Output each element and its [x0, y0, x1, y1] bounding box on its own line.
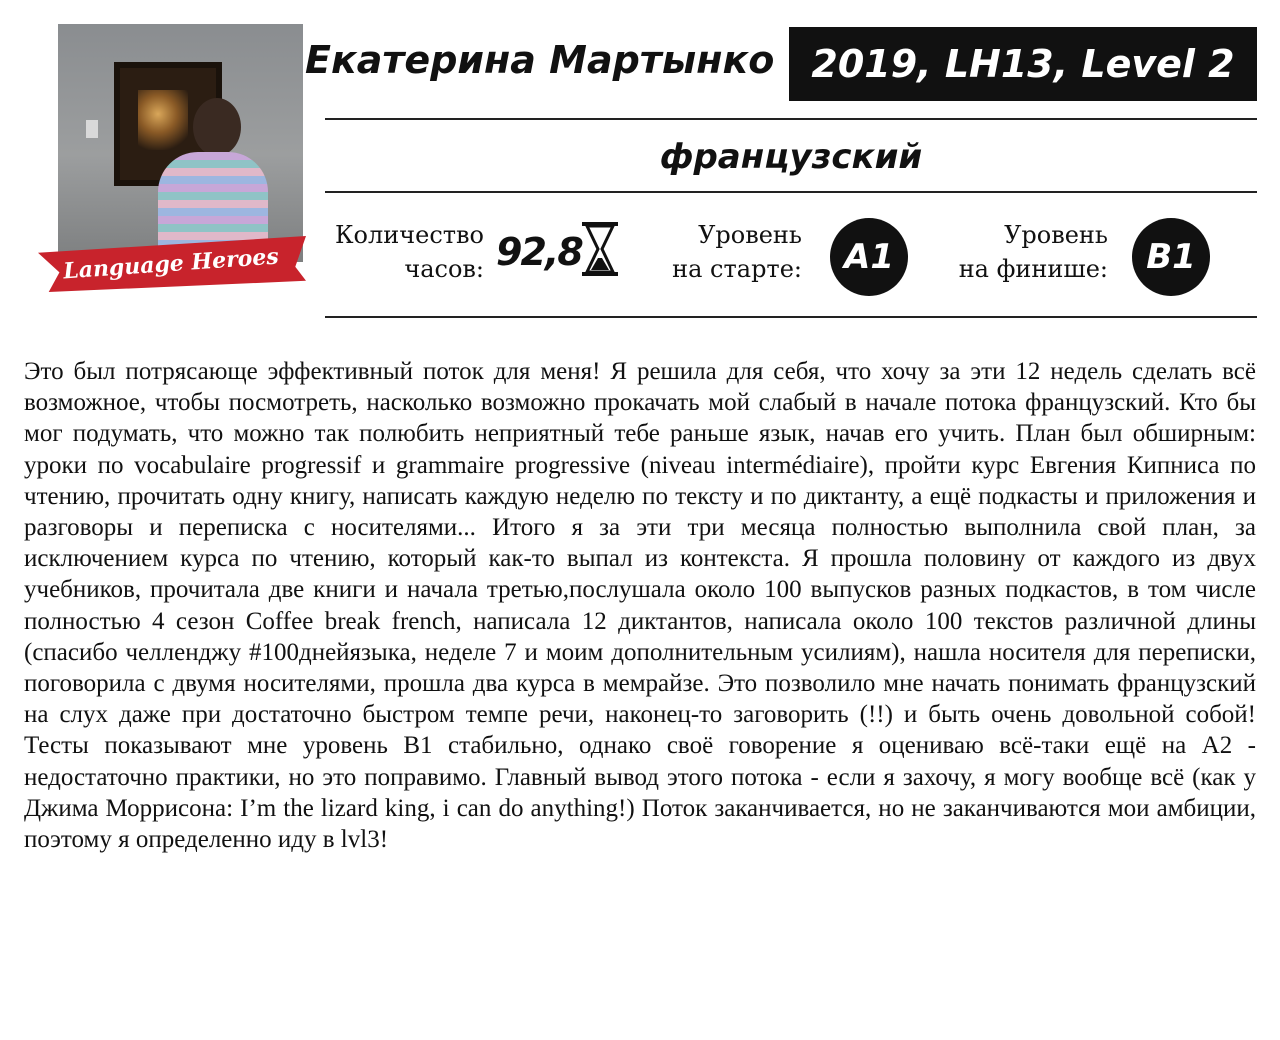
start-label-line1: Уровень: [698, 221, 802, 249]
start-label-line2: на старте:: [672, 255, 802, 283]
divider-bottom: [325, 316, 1257, 318]
finish-label-line1: Уровень: [1004, 221, 1108, 249]
finish-level-badge: B1: [1132, 218, 1210, 296]
divider-middle: [325, 191, 1257, 193]
hours-value: 92,8: [496, 230, 582, 274]
student-name: Екатерина Мартынко: [305, 38, 775, 82]
hours-label-line1: Количество: [334, 221, 484, 249]
museum-plaque: [86, 120, 98, 138]
profile-photo: [58, 24, 303, 262]
language-title: французский: [659, 137, 923, 177]
hours-label-line2: часов:: [404, 255, 484, 283]
hourglass-icon: [578, 220, 622, 278]
person-head: [193, 98, 241, 156]
finish-label-line2: на финише:: [958, 255, 1108, 283]
logo-text: Language Heroes: [62, 243, 280, 285]
start-level-badge: A1: [830, 218, 908, 296]
divider-top: [325, 118, 1257, 120]
review-text: Это был потрясающе эффективный поток для меня! Я решила для себя, что хочу за эти 12 недель сделать всё возможное, чтобы посмотреть, насколько возможно прокачать мой слабый в начале потока французский. Кто бы мог подумать, что можно так полюбить неприятный тебе раньше язык, начав его учить. План был обширным: уроки по vocabulaire progressif и grammaire progressive (niveau intermédiaire), пройти курс Евгения Кипниса по чтению, прочитать одну книгу, написать каждую неделю по тексту и по диктанту, а ещё подкасты и приложения и разговоры и переписка с носителями... Итого я за эти три месяца полностью выполнила свой план, за исключением курса по чтению, который как-то выпал из контекста. Я прошла половину от каждого из двух учебников, прочитала две книги и начала третью,послушала около 100 выпусков разных подкастов, в том числе полностью 4 сезон Coffee break french, написала 12 диктантов, написала около 100 текстов различной длины (спасибо челленджу #100днейязыка, неделе 7 и моим дополнительным усилиям), нашла носителя для переписки, поговорила с двумя носителями, прошла два курса в мемрайзе. Это позволило мне начать понимать французский на слух даже при достаточно быстром темпе речи, наконец-то заговорить (!!) и быть очень довольной собой! Тесты показывают мне уровень B1 стабильно, однако своё говорение я оцениваю всё-таки ещё на A2 - недостаточно практики, но это поправимо. Главный вывод этого потока - если я захочу, я могу вообще всё (как у Джима Моррисона: I’m the lizard king, i can do anything!) Поток заканчивается, но не заканчиваются мои амбиции, поэтому я определенно иду в lvl3!: [24, 358, 1256, 854]
course-badge: 2019, LH13, Level 2: [789, 27, 1257, 101]
